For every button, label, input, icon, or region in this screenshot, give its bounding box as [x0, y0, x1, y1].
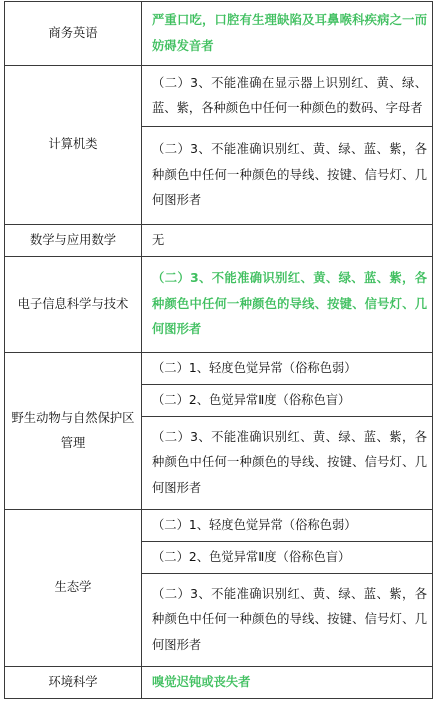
- restriction-cell: （二）1、轻度色觉异常（俗称色弱）: [142, 353, 433, 385]
- restriction-cell: （二）3、不能准确识别红、黄、绿、蓝、紫，各种颜色中任何一种颜色的导线、按键、信号灯、几何图形者: [142, 127, 433, 225]
- restriction-cell: （二）3、不能准确在显示器上识别红、黄、绿、蓝、紫，各种颜色中任何一种颜色的数码、字母者: [142, 66, 433, 127]
- table-row: [5, 667, 433, 699]
- table-row: [5, 66, 433, 127]
- table-row: [5, 2, 433, 66]
- major-name-cell: 数学与应用数学: [5, 225, 142, 257]
- restriction-cell: 严重口吃，口腔有生理缺陷及耳鼻喉科疾病之一而妨碍发音者: [142, 2, 433, 66]
- major-name-cell: 野生动物与自然保护区管理: [5, 353, 142, 510]
- restriction-cell: （二）1、轻度色觉异常（俗称色弱）: [142, 510, 433, 542]
- table-row: [5, 225, 433, 257]
- restrictions-table: [4, 1, 433, 699]
- major-name-cell: 环境科学: [5, 667, 142, 699]
- restriction-cell: （二）3、不能准确识别红、黄、绿、蓝、紫，各种颜色中任何一种颜色的导线、按键、信号灯、几何图形者: [142, 257, 433, 353]
- restriction-cell: （二）2、色觉异常Ⅱ度（俗称色盲）: [142, 385, 433, 417]
- restriction-cell: （二）2、色觉异常Ⅱ度（俗称色盲）: [142, 542, 433, 574]
- table-row: [5, 257, 433, 353]
- table-row: [5, 353, 433, 385]
- restriction-cell: 无: [142, 225, 433, 257]
- major-name-cell: 电子信息科学与技术: [5, 257, 142, 353]
- major-name-cell: 生态学: [5, 510, 142, 667]
- table-row: [5, 510, 433, 542]
- major-name-cell: 计算机类: [5, 66, 142, 225]
- major-name-cell: 商务英语: [5, 2, 142, 66]
- restriction-cell: （二）3、不能准确识别红、黄、绿、蓝、紫，各种颜色中任何一种颜色的导线、按键、信号灯、几何图形者: [142, 417, 433, 510]
- restriction-cell: （二）3、不能准确识别红、黄、绿、蓝、紫，各种颜色中任何一种颜色的导线、按键、信号灯、几何图形者: [142, 574, 433, 667]
- restriction-cell: 嗅觉迟钝或丧失者: [142, 667, 433, 699]
